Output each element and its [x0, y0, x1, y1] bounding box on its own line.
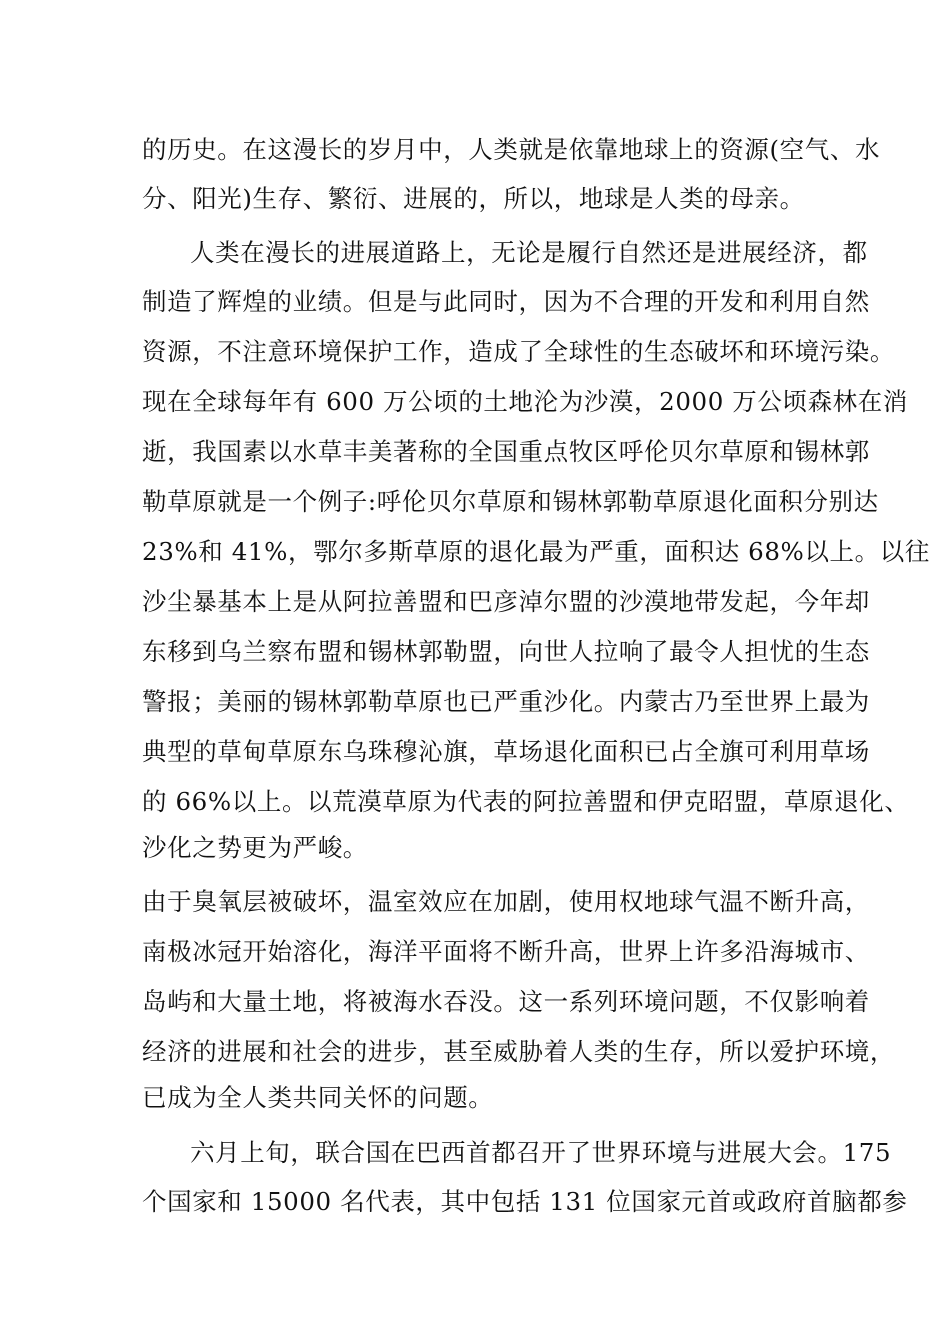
- text-line: 东移到乌兰察布盟和锡林郭勒盟，向世人拉响了最令人担忧的生态: [142, 637, 870, 666]
- text-line: 的历史。在这漫长的岁月中，人类就是依靠地球上的资源(空气、水: [142, 135, 881, 164]
- text-line: 制造了辉煌的业绩。但是与此同时，因为不合理的开发和利用自然: [142, 287, 870, 316]
- text-line: 已成为全人类共同关怀的问题。: [142, 1083, 494, 1112]
- text-line: 由于臭氧层被破坏，温室效应在加剧，使用权地球气温不断升高，: [142, 887, 870, 916]
- text-line: 逝，我国素以水草丰美著称的全国重点牧区呼伦贝尔草原和锡林郭: [142, 437, 870, 466]
- text-line: 分、阳光)生存、繁衍、进展的，所以，地球是人类的母亲。: [142, 184, 805, 213]
- text-line: 警报；美丽的锡林郭勒草原也已严重沙化。内蒙古乃至世界上最为: [142, 687, 870, 716]
- text-line: 勒草原就是一个例子:呼伦贝尔草原和锡林郭勒草原退化面积分别达: [142, 487, 879, 516]
- text-line: 的 66%以上。以荒漠草原为代表的阿拉善盟和伊克昭盟，草原退化、: [142, 787, 910, 816]
- text-line: 南极冰冠开始溶化，海洋平面将不断升高，世界上许多沿海城市、: [142, 937, 870, 966]
- text-line: 六月上旬，联合国在巴西首都召开了世界环境与进展大会。175: [190, 1138, 892, 1167]
- text-line: 人类在漫长的进展道路上，无论是履行自然还是进展经济，都: [190, 238, 868, 267]
- text-line: 经济的进展和社会的进步，甚至威胁着人类的生存，所以爱护环境，: [142, 1037, 895, 1066]
- text-line: 典型的草甸草原东乌珠穆沁旗，草场退化面积已占全旗可利用草场: [142, 737, 870, 766]
- text-line: 23%和 41%，鄂尔多斯草原的退化最为严重，面积达 68%以上。以往: [142, 537, 930, 566]
- text-line: 沙化之势更为严峻。: [142, 833, 368, 862]
- text-line: 岛屿和大量土地，将被海水吞没。这一系列环境问题，不仅影响着: [142, 987, 870, 1016]
- text-line: 现在全球每年有 600 万公顷的土地沦为沙漠，2000 万公顷森林在消: [142, 387, 908, 416]
- text-line: 个国家和 15000 名代表，其中包括 131 位国家元首或政府首脑都参: [142, 1187, 908, 1216]
- text-line: 资源，不注意环境保护工作，造成了全球性的生态破坏和环境污染。: [142, 337, 895, 366]
- text-line: 沙尘暴基本上是从阿拉善盟和巴彦淖尔盟的沙漠地带发起，今年却: [142, 587, 870, 616]
